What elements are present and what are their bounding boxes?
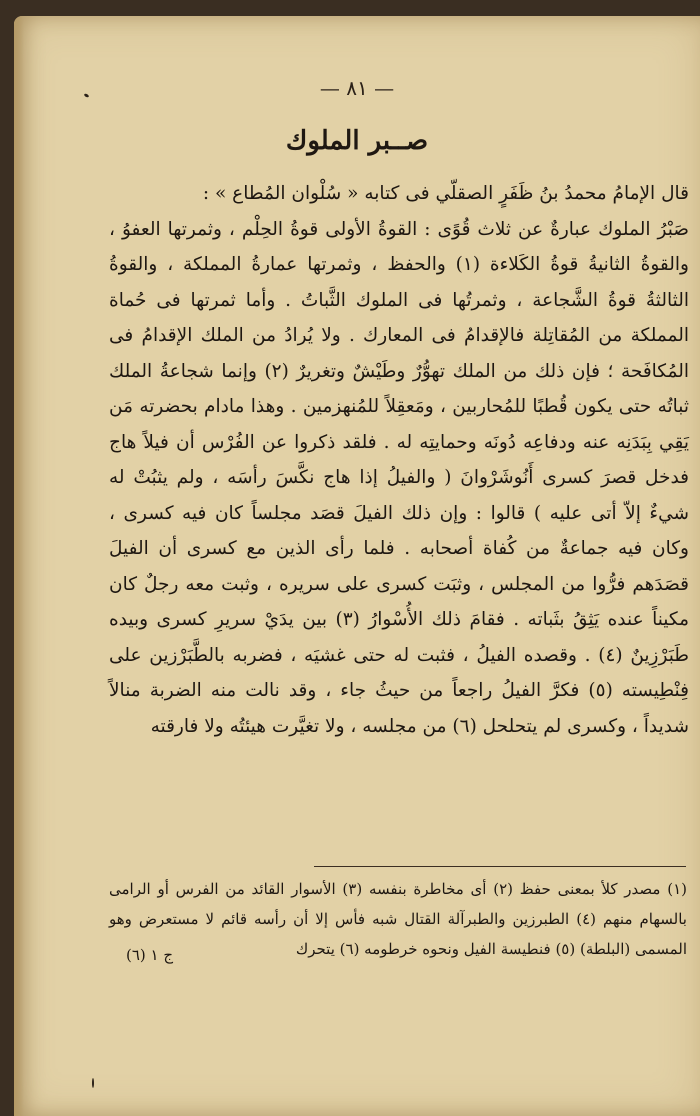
footnote-divider	[314, 866, 686, 867]
body-text	[109, 176, 689, 744]
main-paragraph: صَبْرُ الملوك عبارةٌ عن ثلاث قُوًى : القوةُ الأولى قوةُ الحِلْم ، وثمرتها العفوُ ، والقوةُ الثانيةُ قوةُ الكَلاءة (١) والحفظ ، وثمرتها عمارةُ المملكة ، والقوةُ الثالثةُ قوةُ الشَّجاعة ، وثمرتُها فى الملوك الثَّباتُ . وأما ثمرتها فى حُماة المملكة من المُقاتِلة فالإقدامُ فى المعارك . ولا يُرادُ من الملك الإقدامُ فى المُكافَحة ؛ فإن ذلك من الملك تهوُّرٌ وطَيْشٌ وتغريرٌ (٢) وإنما شجاعةُ الملك ثباتُه حتى يكون قُطبًا للمُحاربين ، ومَعقِلاً للمُنهزمين . وهذا مادام بحضرته مَن يَقِي بِبَدَنِه عنه ودفاعِه دُونَه وحمايتِه له . فلقد ذكروا عن الفُرْس أن فيلاً هاج فدخل قصرَ كسرى أَنُوشَرْوانَ ( والفيلُ إذا هاج نكَّسَ رأسَه ، ولم يثبُتْ له شيءٌ إلاّ أتى عليه ) قالوا : وإن ذلك الفيلَ قصَد مجلساً كان فيه كسرى ، وكان فيه جماعةٌ من كُفاة أصحابه . فلما رأى الذين مع كسرى أن الفيلَ قصَدَهم فرُّوا من المجلس ، وثبَت كسرى على سريره ، وثبت معه رجلٌ كان مكيناً عنده يَثِقُ بثَباته . فقامَ ذلك الأُسْوارُ (٣) بين يدَيْ سريرِ كسرى وبيده طَبَرْزِينٌ (٤) . وقصده الفيلُ ، فثبت له حتى غشيَه ، فضربه بالطَّبَرْزين على فِنْطِيسته (٥) فكرَّ الفيلُ راجعاً من حيثُ جاء ، وقد نالت منه الضربة منالاً شديداً ، وكسرى لم يتحلحل (٦) من مجلسه ، ولا تغيَّرت هيئتُه ولا فارقته	[109, 218, 689, 737]
page-binding-shadow	[14, 16, 24, 1116]
ink-speck	[92, 1078, 94, 1088]
section-heading: صــبر الملوك	[285, 126, 429, 156]
book-page	[14, 16, 700, 1116]
intro-paragraph: قال الإمامُ محمدُ بنُ ظَفَرٍ الصقلّي فى كتابه « سُلْوان المُطاع » :	[202, 183, 689, 204]
footnote-text: (١) مصدر كلأ بمعنى حفظ (٢) أى مخاطرة بنفسه (٣) الأسوار القائد من الفرس أو الرامى بالسهام منهم (٤) الطبرزين والطبرآلة القتال شبه فأس إلا أن رأسه قائم لا مستعرض وهو المسمى (البلطة) (٥) فنطيسة الفيل ونحوه خرطومه (٦) يتحرك	[109, 880, 687, 958]
page-number: — ٨١ —	[319, 76, 395, 100]
signature-mark: ج ١ (٦)	[126, 946, 174, 964]
